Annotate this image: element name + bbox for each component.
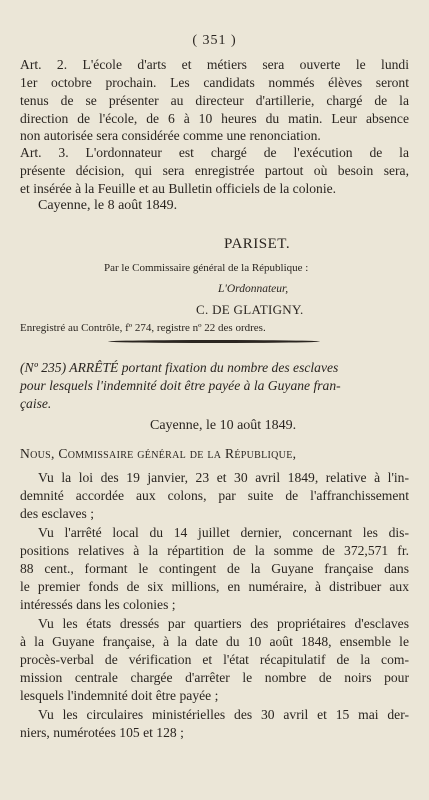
vu2-line-1: Vu l'arrêté local du 14 juillet dernier, concernant les dis-	[38, 525, 409, 540]
vu4-line-2: niers, numérotées 105 et 128 ;	[20, 725, 184, 740]
date-line-1: Cayenne, le 8 août 1849.	[38, 198, 178, 213]
art2-line-3: tenus de se présenter au directeur d'artillerie, chargé de la	[20, 93, 409, 108]
vu1-line-1: Vu la loi des 19 janvier, 23 et 30 avril 1849, relative à l'in-	[38, 470, 409, 485]
art2-line-5: non autorisée sera considérée comme une renonciation.	[20, 128, 321, 143]
vu2-line-2: positions relatives à la répartition de la somme de 372,571 fr.	[20, 543, 409, 558]
nous-commissaire: Nous, Commissaire général de la République,	[20, 446, 297, 461]
vu2-line-5: intéressés dans les colonies ;	[20, 597, 176, 612]
art3-line-2: présente décision, qui sera enregistrée partout où besoin sera,	[20, 163, 409, 178]
vu3-line-1: Vu les états dressés par quartiers des propriétaires d'esclaves	[38, 616, 409, 631]
vu1-line-2: demnité accordée aux colons, par suite de l'affranchissement	[20, 488, 409, 503]
art2-line-2: 1er octobre prochain. Les candidats nommés élèves seront	[20, 75, 409, 90]
art2-line-1: Art. 2. L'école d'arts et métiers sera ouverte le lundi	[20, 57, 409, 72]
arrete-title-line-3: çaise.	[20, 396, 52, 411]
arrete-title-line-2: pour lesquels l'indemnité doit être payée à la Guyane fran-	[20, 378, 341, 393]
vu4-line-1: Vu les circulaires ministérielles des 30 avril et 15 mai der-	[38, 707, 409, 722]
art3-line-3: et insérée à la Feuille et au Bulletin officiels de la colonie.	[20, 181, 337, 196]
vu3-line-4: mission centrale chargée d'arrêter le nombre de noirs pour	[20, 670, 409, 685]
signature-glatigny: C. DE GLATIGNY.	[196, 302, 304, 317]
vu2-line-3: 88 cent., formant le contingent de la Guyane française dans	[20, 561, 409, 576]
page-number: ( 351 )	[192, 33, 237, 48]
vu3-line-2: à la Guyane française, à la date du 10 août 1848, ensemble le	[20, 634, 409, 649]
vu3-line-3: procès-verbal de vérification et l'état récapitulatif de la com-	[20, 652, 409, 667]
par-le-commissaire: Par le Commissaire général de la République :	[104, 262, 309, 274]
registration-note: Enregistré au Contrôle, fº 274, registre nº 22 des ordres.	[20, 322, 266, 334]
arrete-title-line-1: (Nº 235) ARRÊTÉ portant fixation du nombre des esclaves	[20, 360, 339, 375]
vu3-line-5: lesquels l'indemnité doit être payée ;	[20, 688, 219, 703]
art2-line-4: direction de l'école, de 6 à 10 heures du matin. Leur absence	[20, 111, 409, 126]
art3-line-1: Art. 3. L'ordonnateur est chargé de l'exécution de la	[20, 145, 409, 160]
vu1-line-3: des esclaves ;	[20, 506, 94, 521]
date-line-2: Cayenne, le 10 août 1849.	[150, 418, 297, 433]
ordonnateur-title: L'Ordonnateur,	[218, 283, 289, 295]
signature-pariset: PARISET.	[224, 236, 291, 252]
section-divider	[108, 340, 320, 343]
vu2-line-4: le premier fonds de six millions, en numéraire, à distribuer aux	[20, 579, 409, 594]
